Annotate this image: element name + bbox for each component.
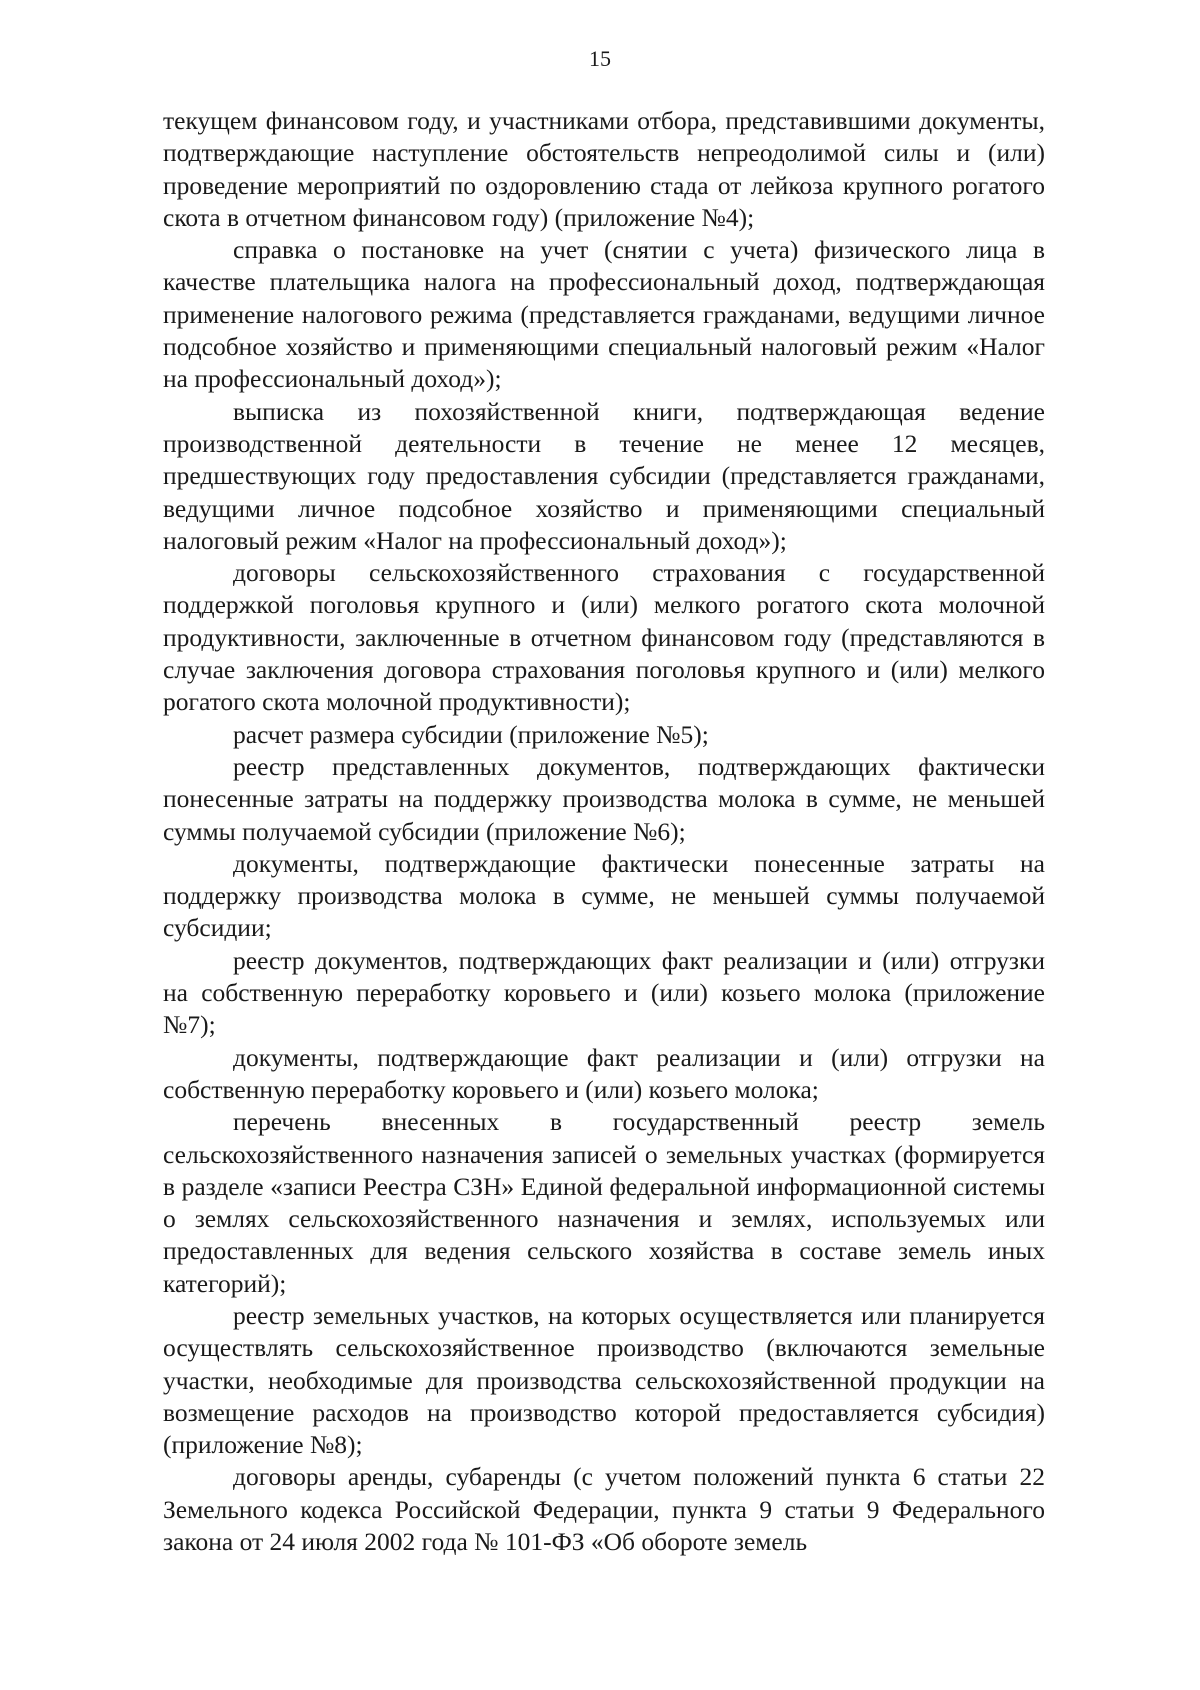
paragraph-subsidy-calculation: расчет размера субсидии (приложение №5); [233,719,709,749]
paragraph-land-plots-registry: реестр земельных участков, на которых осуществляется или планируется осуществлять сельскохозяйственное производство (включаются земельные участки, необходимые для производства сельскохозяйственной продукции на возмещение расходов на производство которой предоставляется субсидия) (приложение №8); [163,1300,1045,1460]
document-body [163,105,1045,1558]
paragraph-continuation: текущем финансовом году, и участниками отбора, представившими документы, подтверждающие наступление обстоятельств непреодолимой силы и (или) проведение мероприятий по оздоровлению стада от лейкоза крупного рогатого скота в отчетном финансовом году) (приложение №4); [163,106,1045,232]
paragraph-sales-registry: реестр документов, подтверждающих факт реализации и (или) отгрузки на собственную переработку коровьего и (или) козьего молока (приложение №7); [163,945,1045,1040]
paragraph-lease-contracts: договоры аренды, субаренды (с учетом положений пункта 6 статьи 22 Земельного кодекса Российской Федерации, пункта 9 статьи 9 Федерального закона от 24 июля 2002 года № 101-ФЗ «Об обороте земель [163,1462,1045,1557]
paragraph-household-book-extract: выписка из похозяйственной книги, подтверждающая ведение производственной деятельности в течение не менее 12 месяцев, предшествующих году предоставления субсидии (представляется гражданами, ведущими личное подсобное хозяйство и применяющими специальный налоговый режим «Налог на профессиональный доход»); [163,396,1045,555]
paragraph-land-records-list: перечень внесенных в государственный реестр земель сельскохозяйственного назначения записей о земельных участках (формируется в разделе «записи Реестра СЗН» Единой федеральной информационной системы о землях сельскохозяйственного назначения и землях, используемых или предоставленных для ведения сельского хозяйства в составе земель иных категорий); [163,1107,1045,1298]
paragraph-tax-certificate: справка о постановке на учет (снятии с учета) физического лица в качестве плательщика налога на профессиональный доход, подтверждающая применение налогового режима (представляется гражданами, ведущими личное подсобное хозяйство и применяющими специальный налоговый режим «Налог на профессиональный доход»); [163,235,1045,394]
paragraph-sales-documents: документы, подтверждающие факт реализации и (или) отгрузки на собственную переработку коровьего и (или) козьего молока; [163,1042,1045,1104]
page-number: 15 [589,46,611,71]
paragraph-costs-documents: документы, подтверждающие фактически понесенные затраты на поддержку производства молока в сумме, не меньшей суммы получаемой субсидии; [163,848,1045,943]
paragraph-costs-registry: реестр представленных документов, подтверждающих фактически понесенные затраты на поддержку производства молока в сумме, не меньшей суммы получаемой субсидии (приложение №6); [163,751,1045,846]
paragraph-insurance-contracts: договоры сельскохозяйственного страхования с государственной поддержкой поголовья крупного и (или) мелкого рогатого скота молочной продуктивности, заключенные в отчетном финансовом году (представляются в случае заключения договора страхования поголовья крупного и (или) мелкого рогатого скота молочной продуктивности); [163,558,1045,717]
